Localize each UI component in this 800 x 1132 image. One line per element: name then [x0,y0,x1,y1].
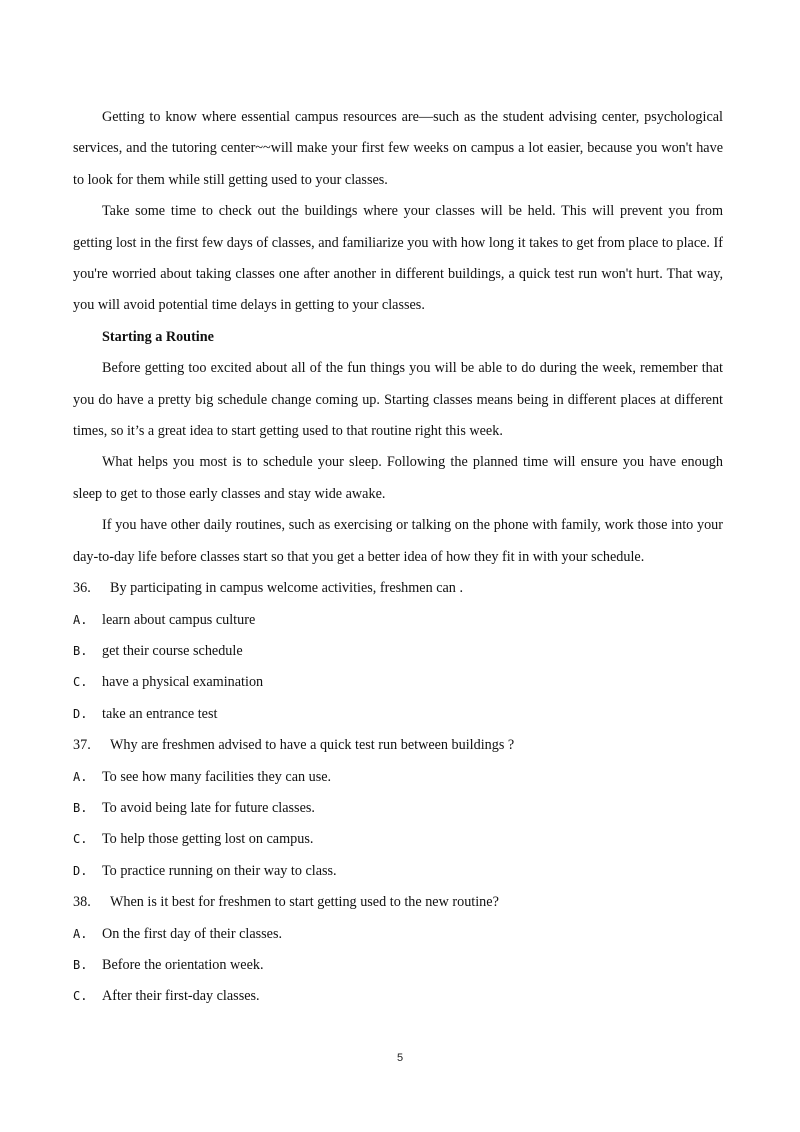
answer-option [73,762,723,793]
option-text: To avoid being late for future classes. [102,799,315,816]
option-letter: A. [73,612,88,627]
answer-option [73,919,723,950]
option-letter: A. [73,926,88,941]
answer-option [73,981,723,1012]
option-letter: B. [73,957,88,972]
paragraph: Take some time to check out the buildings where your classes will be held. This will prevent you from getting lost in the first few days of classes, and familiarize you with how long it takes to get from place to place. If you're worried about taking classes one after another in different buildings, a quick test run won't hurt. That way, you will avoid potential time delays in getting to your classes. [73,203,723,314]
option-letter: C. [73,675,88,690]
answer-option [73,636,723,667]
answer-option [73,856,723,887]
question-text: When is it best for freshmen to start getting used to the new routine? [110,894,499,911]
answer-option [73,667,723,698]
option-text: To help those getting lost on campus. [102,831,314,848]
option-letter: D. [73,863,88,878]
question-number: 38. [73,894,91,911]
option-text: Before the orientation week. [102,956,264,973]
answer-option [73,793,723,824]
question-stem [73,730,723,761]
section-heading: Starting a Routine [102,328,214,345]
option-text: To practice running on their way to class. [102,862,337,879]
answer-option [73,950,723,981]
option-text: take an entrance test [102,705,218,722]
option-letter: C. [73,832,88,847]
option-text: have a physical examination [102,674,264,691]
option-letter: C. [73,989,88,1004]
question-stem [73,887,723,918]
paragraph: Getting to know where essential campus resources are—such as the student advising center, psychological services, and the tutoring center~~will make your first few weeks on campus a lot easier, because you won't have to look for them while still getting used to your classes. [73,109,723,188]
option-letter: D. [73,706,88,721]
option-text: learn about campus culture [102,611,256,628]
answer-option [73,605,723,636]
page-content [73,102,723,1013]
option-text: On the first day of their classes. [102,925,283,942]
option-text: After their first-day classes. [102,988,260,1005]
option-text: get their course schedule [102,642,243,659]
question-number: 37. [73,737,91,754]
question-text: By participating in campus welcome activities, freshmen can . [110,580,463,597]
question-text: Why are freshmen advised to have a quick test run between buildings ? [110,737,515,754]
option-text: To see how many facilities they can use. [102,768,332,785]
question-stem [73,573,723,604]
answer-option [73,824,723,855]
answer-option [73,699,723,730]
question-number: 36. [73,580,91,597]
paragraph: Before getting too excited about all of the fun things you will be able to do during the week, remember that you do have a pretty big schedule change coming up. Starting classes means being in different places at different times, so it’s a great idea to start getting used to that routine right this week. [73,360,723,440]
option-letter: B. [73,643,88,658]
option-letter: A. [73,769,88,784]
paragraph: If you have other daily routines, such as exercising or talking on the phone with family, work those into your day-to-day life before classes start so that you get a better idea of how they fit in with your schedule. [73,517,723,565]
page-number: 5 [396,1052,404,1064]
paragraph: What helps you most is to schedule your sleep. Following the planned time will ensure you have enough sleep to get to those early classes and stay wide awake. [73,454,723,502]
option-letter: B. [73,800,88,815]
